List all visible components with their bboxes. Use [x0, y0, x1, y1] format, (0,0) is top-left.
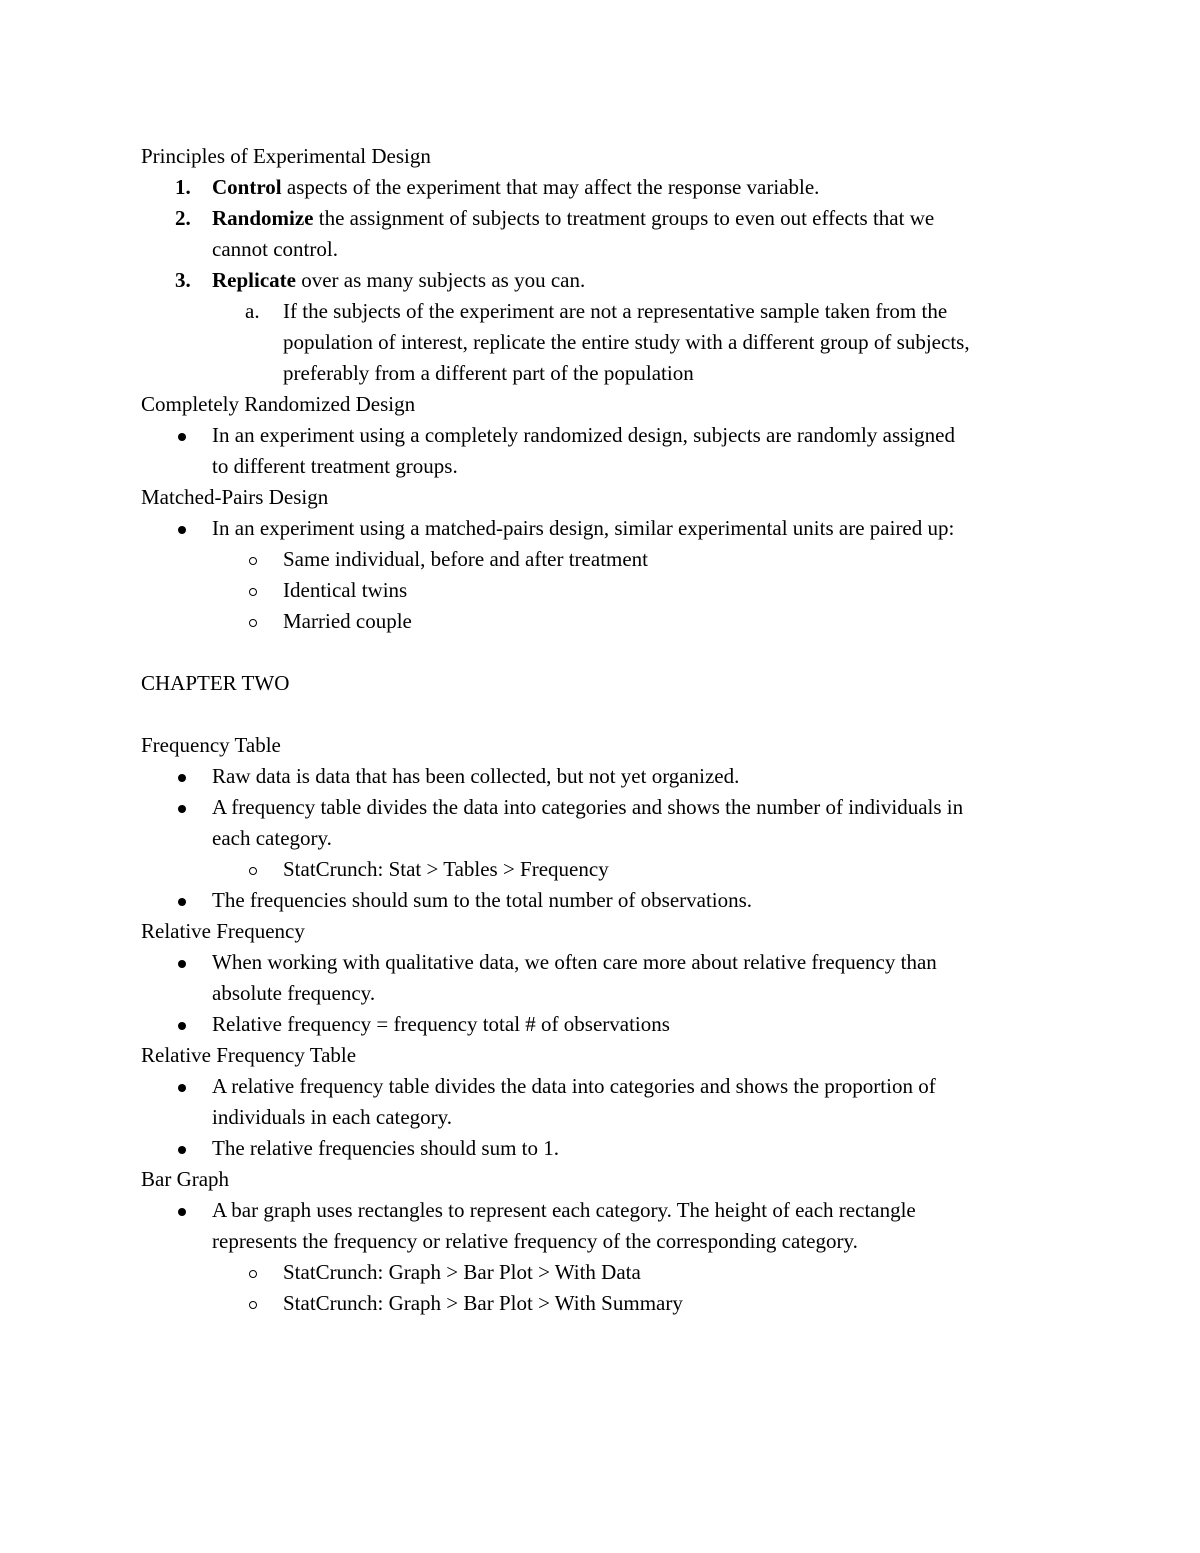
- bullet-icon: [178, 1084, 186, 1092]
- item-keyword: Control: [212, 175, 282, 199]
- bullet-text: In an experiment using a matched-pairs design, similar experimental units are paired up:: [212, 516, 955, 540]
- section-heading: Frequency Table: [141, 733, 281, 757]
- item-keyword: Randomize: [212, 206, 314, 230]
- subitem-text-continuation: preferably from a different part of the population: [283, 361, 694, 385]
- document-body: [141, 141, 1061, 1319]
- hollow-bullet-icon: [249, 1270, 257, 1278]
- section-heading: Relative Frequency: [141, 919, 305, 943]
- bullet-item: [141, 1133, 1061, 1164]
- sub-bullet-item: [141, 575, 1061, 606]
- chapter-title: CHAPTER TWO: [141, 671, 290, 695]
- section-heading: Relative Frequency Table: [141, 1043, 357, 1067]
- bullet-text: A relative frequency table divides the data into categories and shows the proportion of: [212, 1074, 936, 1098]
- numbered-item: [141, 265, 1061, 296]
- bullet-item: [141, 1195, 1061, 1226]
- section-heading: Bar Graph: [141, 1167, 230, 1191]
- hollow-bullet-icon: [249, 1301, 257, 1309]
- subitem-text-continuation: population of interest, replicate the entire study with a different group of subjects,: [283, 330, 970, 354]
- sub-bullet-text: Identical twins: [283, 578, 408, 602]
- bullet-item: [141, 420, 1061, 451]
- item-text-continuation: cannot control.: [212, 237, 338, 261]
- sub-bullet-item: [141, 1288, 1061, 1319]
- item-text: aspects of the experiment that may affect the response variable.: [281, 175, 820, 199]
- sub-bullet-text: Married couple: [283, 609, 412, 633]
- blank-line: [141, 637, 1061, 668]
- sub-bullet-item: [141, 544, 1061, 575]
- bullet-text-continuation: absolute frequency.: [212, 981, 376, 1005]
- subitem-letter: a.: [245, 299, 260, 323]
- subitem-text: If the subjects of the experiment are not a representative sample taken from the: [283, 299, 948, 323]
- bullet-text: Raw data is data that has been collected, but not yet organized.: [212, 764, 740, 788]
- hollow-bullet-icon: [249, 588, 257, 596]
- bullet-icon: [178, 898, 186, 906]
- bullet-item: [141, 885, 1061, 916]
- bullet-text-continuation: represents the frequency or relative frequency of the corresponding category.: [212, 1229, 858, 1253]
- item-number: 3.: [175, 268, 191, 292]
- sub-bullet-item: [141, 854, 1061, 885]
- bullet-text: The frequencies should sum to the total number of observations.: [212, 888, 753, 912]
- bullet-text: When working with qualitative data, we often care more about relative frequency than: [212, 950, 937, 974]
- numbered-item: [141, 172, 1061, 203]
- bullet-text: A bar graph uses rectangles to represent each category. The height of each rectangle: [212, 1198, 916, 1222]
- bullet-item: [141, 513, 1061, 544]
- bullet-text-continuation: to different treatment groups.: [212, 454, 458, 478]
- item-number: 1.: [175, 175, 191, 199]
- bullet-icon: [178, 526, 186, 534]
- bullet-text-continuation: individuals in each category.: [212, 1105, 453, 1129]
- bullet-icon: [178, 805, 186, 813]
- bullet-text: The relative frequencies should sum to 1.: [212, 1136, 559, 1160]
- sub-bullet-text: StatCrunch: Graph > Bar Plot > With Summary: [283, 1291, 683, 1315]
- bullet-item: [141, 1071, 1061, 1102]
- hollow-bullet-icon: [249, 867, 257, 875]
- bullet-icon: [178, 1022, 186, 1030]
- item-text: over as many subjects as you can.: [295, 268, 586, 292]
- numbered-item: [141, 203, 1061, 234]
- bullet-icon: [178, 1208, 186, 1216]
- bullet-icon: [178, 960, 186, 968]
- sub-bullet-text: StatCrunch: Graph > Bar Plot > With Data: [283, 1260, 641, 1284]
- bullet-text-continuation: each category.: [212, 826, 332, 850]
- bullet-item: [141, 792, 1061, 823]
- blank-line: [141, 699, 1061, 730]
- bullet-item: [141, 947, 1061, 978]
- item-number: 2.: [175, 206, 191, 230]
- bullet-text: Relative frequency = frequency total # of observations: [212, 1012, 670, 1036]
- sub-bullet-text: Same individual, before and after treatment: [283, 547, 649, 571]
- section-heading: Completely Randomized Design: [141, 392, 416, 416]
- bullet-item: [141, 1009, 1061, 1040]
- bullet-icon: [178, 774, 186, 782]
- hollow-bullet-icon: [249, 557, 257, 565]
- sub-bullet-item: [141, 1257, 1061, 1288]
- sub-bullet-text: StatCrunch: Stat > Tables > Frequency: [283, 857, 609, 881]
- section-heading: Matched-Pairs Design: [141, 485, 329, 509]
- sub-bullet-item: [141, 606, 1061, 637]
- lettered-subitem: [141, 296, 1061, 327]
- bullet-item: [141, 761, 1061, 792]
- bullet-text: In an experiment using a completely randomized design, subjects are randomly assigned: [212, 423, 955, 447]
- bullet-icon: [178, 1146, 186, 1154]
- hollow-bullet-icon: [249, 619, 257, 627]
- section-heading: Principles of Experimental Design: [141, 144, 431, 168]
- bullet-icon: [178, 433, 186, 441]
- item-text: the assignment of subjects to treatment groups to even out effects that we: [313, 206, 935, 230]
- bullet-text: A frequency table divides the data into categories and shows the number of individuals in: [212, 795, 964, 819]
- item-keyword: Replicate: [212, 268, 296, 292]
